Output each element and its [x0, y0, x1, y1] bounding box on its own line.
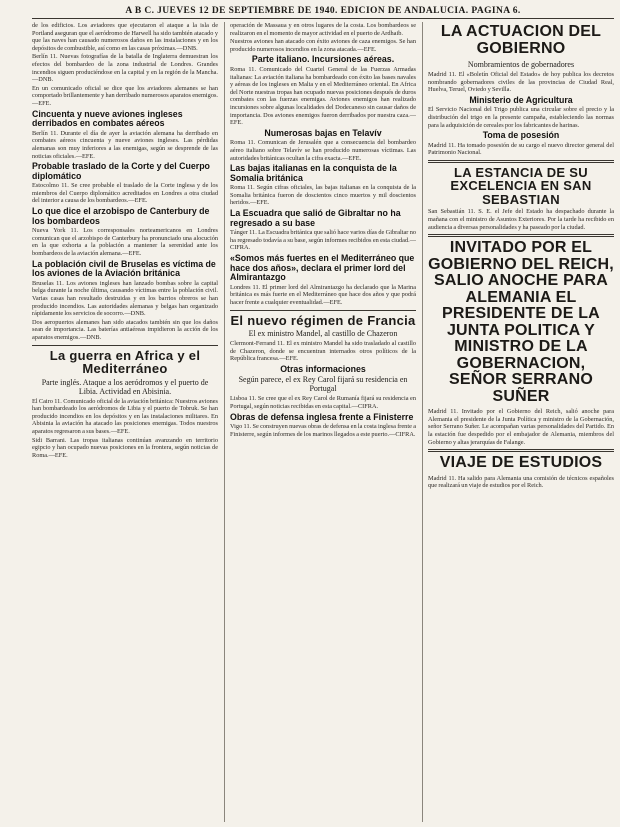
- article-text: Londres 11. El primer lord del Almirantazgo ha declarado que la Marina británica es más fuerte en el Mediterráneo que hace dos años y que podrá hacer frente a cualquier eventualidad.—EFE.: [230, 283, 416, 306]
- columns: [32, 22, 614, 822]
- article-text: Clermont-Ferrand 11. El ex ministro Mandel ha sido trasladado al castillo de Chazeron, donde se encuentran internados otros políticos de la República francesa.—EFE.: [230, 340, 416, 363]
- subheadline: Nombramientos de gobernadores: [467, 60, 575, 69]
- divider: [428, 234, 614, 237]
- section-headline: VIAJE DE ESTUDIOS: [439, 454, 603, 472]
- section-headline: El nuevo régimen de Francia: [230, 312, 416, 328]
- article-text: Madrid 11. Ha salido para Alemania una comisión de técnicos españoles que realizará un viaje de estudios por el Reich.: [428, 474, 614, 490]
- running-head: A B C. JUEVES 12 DE SEPTIEMBRE DE 1940. EDICION DE ANDALUCIA. PAGINA 6.: [32, 4, 614, 19]
- article-text: El Cairo 11. Comunicado oficial de la aviación británica: Nuestros aviones han bombardeado los aeródromos de Libia y el puerto de Tobruk. Se han producido incendios en los depósitos y en las instalaciones militares. En Abisinia la aviación ha atacado las posiciones enemigas. Todos nuestros aparatos regresaron a sus bases.—EFE.: [32, 397, 218, 435]
- article-text: de los edificios. Los aviadores que ejecutaron el ataque a la isla de Portland aseguran que el aeródromo de Harwell ha sido también atacado y que las naves han causado numerosos daños en las instalaciones y en los depósitos de combustible, así como en las casas próximas.—DNB.: [32, 22, 218, 52]
- column-2: [224, 22, 416, 822]
- article-text: Berlín 11. Nuevas fotografías de la batalla de Inglaterra demuestran los efectos del bombardeo de la zona industrial de Londres. Grandes incendios siguen produciéndose en la capital y en la región de la Mancha.—DNB.: [32, 53, 218, 84]
- headline: Numerosas bajas en Telavív: [264, 127, 382, 138]
- article-text: El Servicio Nacional del Trigo publica una circular sobre el precio y la distribución del trigo en la presente campaña, estableciendo las normas para la adquisición de cereales por los fabricantes de harinas.: [428, 106, 614, 129]
- article-text: Nuestros aviones han atacado con éxito aviones de caza enemigos. Se han producido numerosos incendios en la zona atacada.—EFE.: [230, 38, 416, 53]
- divider: [230, 310, 416, 311]
- divider: [32, 345, 218, 346]
- article-text: Sidi Barrani. Las tropas italianas continúan avanzando en territorio egipcio y han ocupado nuevas posiciones en la frontera, según noticias de Roma.—EFE.: [32, 436, 218, 459]
- section-headline: La guerra en Africa y el Mediterráneo: [49, 347, 201, 377]
- subheadline: Parte inglés. Ataque a los aeródromos y el puerto de Libia. Actividad en Abisinia.: [41, 377, 209, 396]
- article-text: Dos aeropuertos alemanes han sido atacados también sin que los daños sean de importancia. Las baterías antiaéreas impidieron la acción de los aparatos enemigos.—DNB.: [32, 318, 218, 341]
- column-3: [422, 22, 614, 822]
- article-text: Estocolmo 11. Se cree probable el traslado de la Corte inglesa y de los miembros del Cuerpo diplomático acreditados en Londres a otra ciudad del interior a causa de los bombardeos.—EFE.: [32, 182, 218, 205]
- headline: Toma de posesión: [482, 130, 560, 141]
- headline: Lo que dice el arzobispo de Canterbury de los bombardeos: [32, 206, 210, 226]
- article-text: Roma 11. Según cifras oficiales, las bajas italianas en la conquista de la Somalia británica fueron de doscientos cinco muertos y mil doscientos heridos.—EFE.: [230, 184, 416, 207]
- headline: La Escuadra que salió de Gibraltar no ha regresado a su base: [230, 208, 401, 228]
- article-text: Madrid 11. Invitado por el Gobierno del Reich, salió anoche para Alemania el presidente de la Junta Política y ministro de la Gobernación, señor Serrano Suñer. Le acompañan varias personalidades del Partido. En la estación fue despedido por el embajador de Alemania, miembros del Gobierno y altas jerarquías de Falange.: [428, 408, 614, 446]
- section-headline: INVITADO POR EL GOBIERNO DEL REICH, SALIO ANOCHE PARA ALEMANIA EL PRESIDENTE DE LA JUNTA POLITICA Y MINISTRO DE LA GOBERNACION, SEÑOR SERRANO SUÑER: [428, 239, 614, 405]
- headline: Ministerio de Agricultura: [469, 94, 573, 105]
- section-headline: LA ESTANCIA DE SU EXCELENCIA EN SAN SEBASTIAN: [450, 164, 592, 207]
- article-text: Vigo 11. Se construyen nuevas obras de defensa en la costa inglesa frente a Finisterre, según informes de los marinos llegados a este puerto.—CIFRA.: [230, 423, 416, 438]
- article-text: Madrid 11. Ha tomado posesión de su cargo el nuevo director general del Patrimonio Nacional.: [428, 141, 614, 157]
- article-text: En un comunicado oficial se dice que los aviadores alemanes se han comportado brillantemente y han derribado numerosos aparatos enemigos.—EFE.: [32, 84, 218, 107]
- headline: Parte italiano. Incursiones aéreas.: [251, 54, 395, 65]
- article-text: Madrid 11. El «Boletín Oficial del Estado» de hoy publica los decretos nombrando gobernadores civiles de las provincias de Ciudad Real, Huelva, Teruel, Oviedo y Sevilla.: [428, 71, 614, 94]
- column-1: [32, 22, 218, 822]
- subheadline: El ex ministro Mandel, al castillo de Chazeron: [248, 329, 398, 339]
- article-text: operación de Massaua y en otros lugares de la costa. Los bombardeos se realizaron en el momento de mayor actividad en el puerto de Ardhaib.: [230, 22, 416, 37]
- headline: Obras de defensa inglesa frente a Finisterre: [230, 411, 414, 422]
- article-text: Roma 11. Comunicado del Cuartel General de las Fuerzas Armadas italianas: La aviación italiana ha bombardeado con éxito las bases navales y aéreas de los ingleses en Malta y en el Mediterráneo oriental. En Africa del Norte nuestras tropas han ocupado nuevas posiciones después de duros combates con las fuerzas enemigas. Aviones enemigos han realizado incursiones sobre algunas localidades del Dodecaneso sin causar daños de importancia. Dos aviones enemigos fueron derribados por nuestra caza.—EFE.: [230, 65, 416, 127]
- article-text: Bruselas 11. Los aviones ingleses han lanzado bombas sobre la capital belga durante la noche última, causando víctimas entre la población civil. Varias casas han resultado destruidas y en los barrios obreros se han producido incendios. Las autoridades alemanas y belgas han organizado rápidamente los servicios de socorro.—DNB.: [32, 279, 218, 318]
- subheadline: Según parece, el ex Rey Carol fijará su residencia en Portugal: [238, 375, 408, 394]
- headline: Probable traslado de la Corte y del Cuerpo diplomático: [32, 161, 210, 181]
- section-headline: LA ACTUACION DEL GOBIERNO: [440, 23, 602, 57]
- article-text: San Sebastián 11. S. E. el Jefe del Estado ha despachado durante la mañana con el ministro de Asuntos Exteriores. Por la tarde ha recibido en audiencia a diversas personalidades y ha paseado por la ciudad.: [428, 208, 614, 231]
- article-text: Berlín 11. Durante el día de ayer la aviación alemana ha derribado en combates aéreos cincuenta y nueve aviones ingleses. Las pérdidas alemanas son muy inferiores a las enemigas, según se desprende de las noticias oficiales.—EFE.: [32, 129, 218, 160]
- headline: Otras informaciones: [280, 363, 366, 374]
- divider: [428, 160, 614, 163]
- headline: Las bajas italianas en la conquista de la Somalia británica: [230, 163, 397, 183]
- article-text: Tánger 11. La Escuadra británica que salió hace varios días de Gibraltar no ha regresado todavía a su base, según informes recibidos en esta ciudad.—CIFRA.: [230, 229, 416, 252]
- headline: La población civil de Bruselas es víctima de los aviones de la Aviación británica: [32, 258, 216, 279]
- headline: «Somos más fuertes en el Mediterráneo que hace dos años», declara el primer lord del Almirantazgo: [230, 253, 415, 283]
- headline: Cincuenta y nueve aviones ingleses derribados en combates aéreos: [32, 108, 183, 129]
- article-text: Lisboa 11. Se cree que el ex Rey Carol de Rumanía fijará su residencia en Portugal, según noticias recibidas en esta capital.—CIFRA.: [230, 395, 416, 411]
- article-text: Roma 11. Comunican de Jerusalén que a consecuencia del bombardeo aéreo italiano sobre Telavív se han producido numerosas víctimas. Las autoridades británicas ocultan la cifra exacta.—EFE.: [230, 139, 416, 162]
- divider: [428, 449, 614, 452]
- article-text: Nueva York 11. Los corresponsales norteamericanos en Londres comunican que el arzobispo de Canterbury ha pronunciado una alocución en la que exhorta a la población a mantener la serenidad ante los bombardeos de la aviación alemana.—EFE.: [32, 227, 218, 258]
